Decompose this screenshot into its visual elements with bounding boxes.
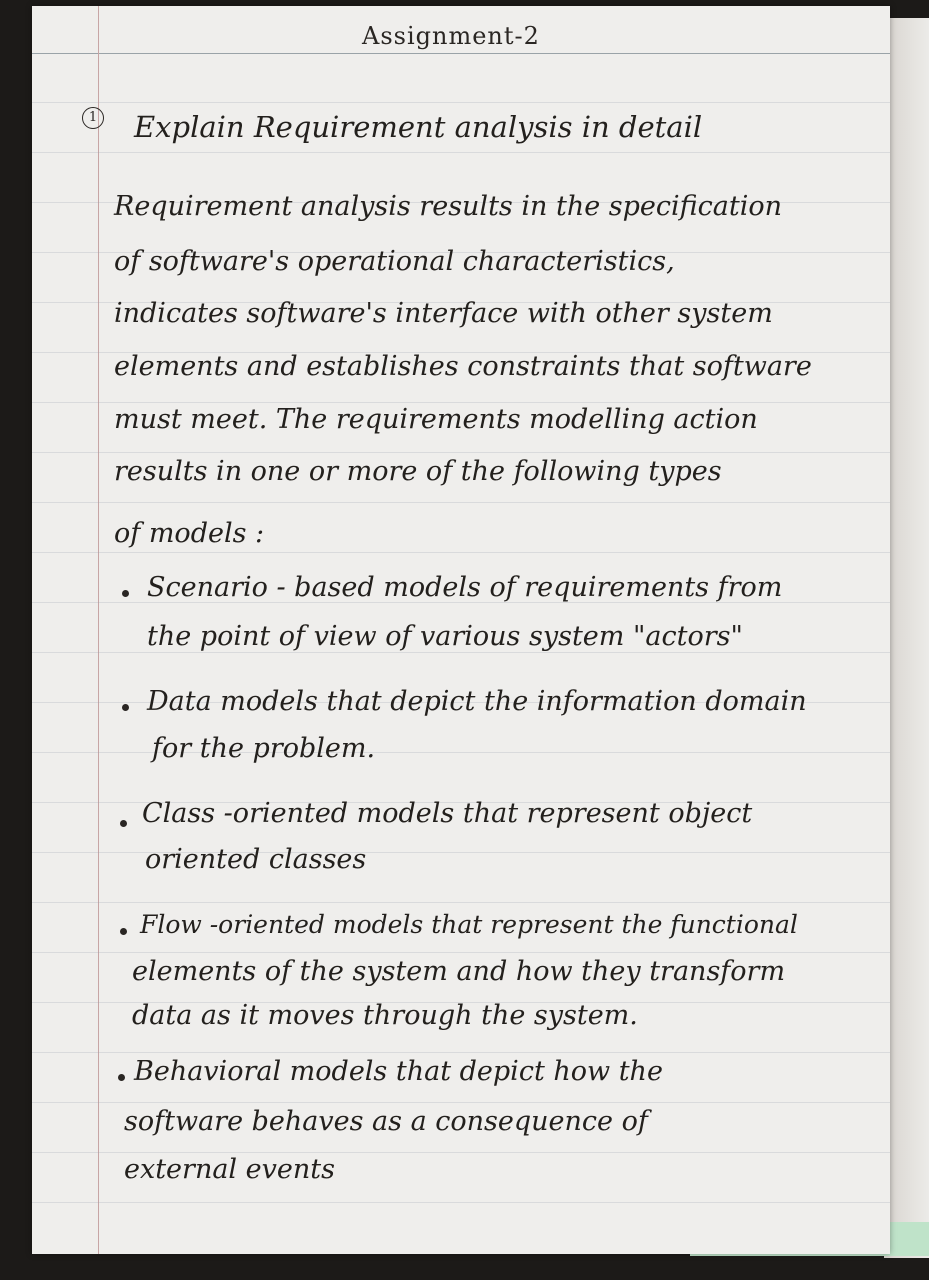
ruled-line	[32, 652, 890, 653]
question-text: Explain Requirement analysis in detail	[134, 110, 703, 144]
bullet-line: Data models that depict the information domain	[147, 686, 807, 717]
ruled-line	[32, 402, 890, 403]
ruled-line	[32, 1202, 890, 1203]
bullet-line: software behaves as a consequence of	[124, 1106, 648, 1137]
top-rule	[32, 53, 890, 54]
bullet-line: for the problem.	[152, 733, 376, 764]
ruled-line	[32, 502, 890, 503]
bullet-line: elements of the system and how they transform	[132, 956, 786, 987]
intro-line: elements and establishes constraints that software	[114, 351, 812, 382]
bullet-icon	[120, 928, 127, 935]
bullet-line: Behavioral models that depict how the	[134, 1056, 663, 1087]
intro-line: results in one or more of the following types	[114, 456, 722, 487]
background-surface	[884, 18, 929, 1258]
ruled-line	[32, 452, 890, 453]
ruled-line	[32, 152, 890, 153]
intro-line: must meet. The requirements modelling action	[114, 404, 758, 435]
intro-line: indicates software's interface with other system	[114, 298, 773, 329]
intro-line: of software's operational characteristics,	[114, 246, 675, 277]
notebook-page	[32, 6, 890, 1254]
bullet-line: external events	[124, 1154, 335, 1185]
margin-line	[98, 6, 99, 1254]
intro-line: of models :	[114, 518, 265, 549]
ruled-line	[32, 552, 890, 553]
ruled-line	[32, 902, 890, 903]
bullet-icon	[120, 820, 127, 827]
ruled-line	[32, 952, 890, 953]
bullet-icon	[122, 704, 129, 711]
bullet-line: the point of view of various system "actors"	[147, 621, 743, 652]
ruled-line	[32, 1152, 890, 1153]
page-title: Assignment-2	[362, 22, 540, 50]
intro-line: Requirement analysis results in the specification	[114, 191, 782, 222]
ruled-line	[32, 102, 890, 103]
bullet-line: Class -oriented models that represent object	[142, 798, 753, 829]
bullet-line: data as it moves through the system.	[132, 1000, 638, 1031]
bullet-line: oriented classes	[145, 844, 367, 875]
ruled-line	[32, 1052, 890, 1053]
ruled-line	[32, 1102, 890, 1103]
question-number: 1	[82, 107, 104, 129]
bullet-line: Flow -oriented models that represent the functional	[140, 910, 798, 939]
bullet-icon	[118, 1074, 125, 1081]
bullet-icon	[122, 590, 129, 597]
bullet-line: Scenario - based models of requirements from	[147, 572, 783, 603]
